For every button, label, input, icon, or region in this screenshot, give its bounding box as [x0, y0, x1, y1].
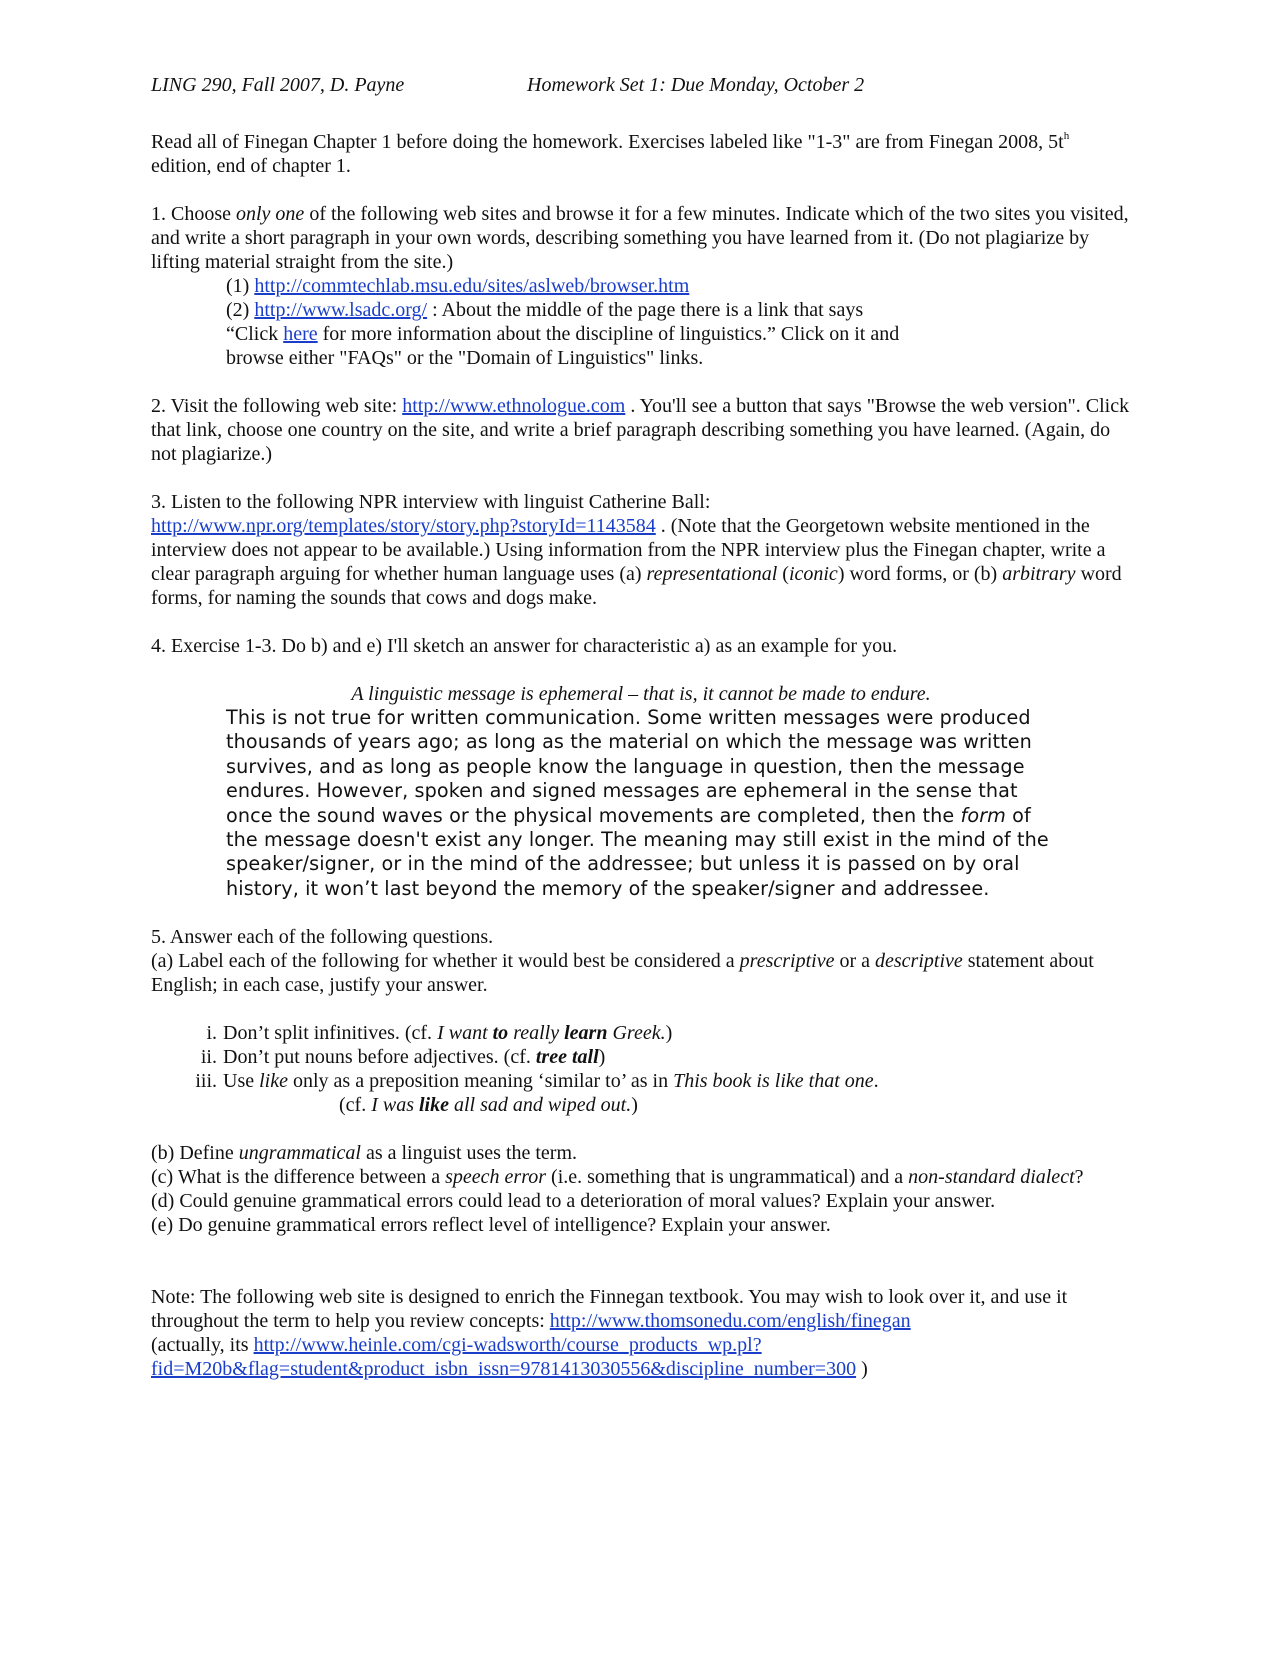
question-5e: (e) Do genuine grammatical errors reflect level of intelligence? Explain your answer. [151, 1214, 831, 1237]
like-example: (cf. I was like all sad and wiped out.) [339, 1094, 638, 1117]
q1-option-2: (2) http://www.lsadc.org/ : About the middle of the page there is a link that says “Click here for more information about the discipline of linguistics.” Click on it and browse either "FAQs" or the "Domain of Linguistics" links. [226, 299, 900, 369]
here-link[interactable]: here [283, 323, 318, 345]
q1-option-1: (1) http://commtechlab.msu.edu/sites/aslweb/browser.htm [226, 275, 690, 297]
list-item: iii. Use like only as a preposition meaning ‘similar to’ as in This book is like that one. [195, 1070, 879, 1093]
example-heading: A linguistic message is ephemeral – that is, it cannot be made to endure. [351, 683, 931, 705]
question-5d: (d) Could genuine grammatical errors could lead to a deterioration of moral values? Explain your answer. [151, 1190, 996, 1213]
question-5: 5. Answer each of the following questions. [151, 926, 494, 949]
list-item: ii. Don’t put nouns before adjectives. (cf. tree tall) [200, 1046, 606, 1069]
lsa-site-link[interactable]: http://www.lsadc.org/ [254, 299, 428, 321]
ethnologue-link[interactable]: http://www.ethnologue.com [402, 395, 626, 417]
npr-interview-link[interactable]: http://www.npr.org/templates/story/story.php?storyId=1143584 [151, 515, 656, 537]
question-5a: (a) Label each of the following for whether it would best be considered a prescriptive or a descriptive statement about English; in each case, justify your answer. [151, 950, 1094, 997]
question-2: 2. Visit the following web site: http://www.ethnologue.com . You'll see a button that says "Browse the web version". Click that link, choose one country on the site, and write a brief paragraph describing something you have learned. (Again, do not plagiarize.) [151, 395, 1130, 465]
finegan-site-link[interactable]: http://www.thomsonedu.com/english/finegan [549, 1310, 911, 1333]
course-info: LING 290, Fall 2007, D. Payne [151, 74, 405, 96]
question-3: 3. Listen to the following NPR interview with linguist Catherine Ball: http://www.npr.org/templates/story/story.php?storyId=1143584 . (Note that the Georgetown website mentioned in the interview does not appear to be available.) Using information from the NPR interview plus the Finegan chapter, write a clear paragraph arguing for whether human language uses (a) representational (iconic) word forms, or (b) arbitrary word forms, for naming the sounds that cows and dogs make. [151, 491, 1122, 609]
homework-page [151, 74, 1136, 1381]
asl-site-link[interactable]: http://commtechlab.msu.edu/sites/aslweb/browser.htm [254, 275, 690, 297]
note-paragraph: Note: The following web site is designed to enrich the Finnegan textbook. You may wish to look over it, and use it throughout the term to help you review concepts: http://www.thomsonedu.com/english/finegan (actually, its http://www.heinle.com/cgi-wadsworth/course_products_wp.pl? fid=M20b&flag=student&product_isbn_issn=9781413030556&discipline_number=300 ) [151, 1286, 1068, 1381]
question-4: 4. Exercise 1-3. Do b) and e) I'll sketch an answer for characteristic a) as an example for you. [151, 635, 898, 657]
question-5c: (c) What is the difference between a speech error (i.e. something that is ungrammatical) and a non-standard dialect? [151, 1166, 1084, 1189]
statement-list [151, 1021, 1136, 1117]
question-5b: (b) Define ungrammatical as a linguist uses the term. [151, 1142, 578, 1165]
example-answer: This is not true for written communication. Some written messages were produced thousands of years ago; as long as the material on which the message was written survives, and as long as people know the language in question, then the message endures. However, spoken and signed messages are ephemeral in the sense that once the sound waves or the physical movements are completed, then the form of the message doesn't exist any longer. The meaning may still exist in the mind of the speaker/signer, or in the mind of the addressee; but unless it is passed on by oral history, it won’t last beyond the memory of the speaker/signer and addressee. [226, 706, 1049, 900]
assignment-title: Homework Set 1: Due Monday, October 2 [527, 74, 865, 96]
question-1: 1. Choose only one of the following web sites and browse it for a few minutes. Indicate which of the two sites you visited, and write a short paragraph in your own words, describing something you have learned from it. (Do not plagiarize by lifting material straight from the site.) [151, 203, 1129, 273]
page-header [151, 74, 1136, 100]
intro-paragraph: Read all of Finegan Chapter 1 before doing the homework. Exercises labeled like "1-3" are from Finegan 2008, $5t^h$ edition, end of chapter 1. [151, 130, 1070, 177]
superscript-th: h [1063, 130, 1070, 142]
heinle-site-link[interactable]: http://www.heinle.com/cgi-wadsworth/course_products_wp.pl? fid=M20b&flag=student&product_isbn_issn=9781413030556&discipline_number=300 [151, 1334, 857, 1381]
list-item: i. Don’t split infinitives. (cf. I want to really learn Greek.) [206, 1022, 673, 1045]
